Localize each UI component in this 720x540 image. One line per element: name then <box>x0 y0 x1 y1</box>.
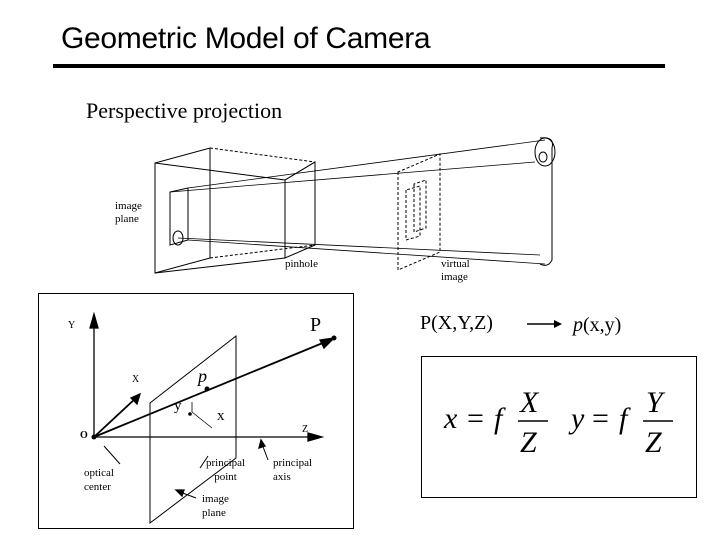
label-image-plane: image plane <box>202 493 229 519</box>
svg-text:X: X <box>520 386 539 419</box>
label-origin-O: O <box>80 430 88 441</box>
label-img-x: x <box>217 408 225 424</box>
svg-text:Z: Z <box>645 426 662 459</box>
pinhole-label: pinhole <box>285 258 318 270</box>
label-axis-X: X <box>132 374 140 385</box>
svg-text:=: = <box>592 402 609 435</box>
label-img-y: y <box>174 398 182 414</box>
label-point-p: p <box>198 366 207 386</box>
label-principal-axis: principal axis <box>273 457 313 483</box>
mapping-to-p: p <box>573 314 583 336</box>
svg-text:y: y <box>571 402 585 435</box>
slide-subtitle: Perspective projection <box>86 98 283 123</box>
svg-text:f: f <box>619 402 628 435</box>
svg-text:Y: Y <box>646 386 663 419</box>
label-point-P: P <box>310 314 322 336</box>
image-plane-label: image plane <box>115 200 142 225</box>
slide-title: Geometric Model of Camera <box>61 22 431 55</box>
label-axis-Z: Z <box>302 424 309 435</box>
mapping-from: P(X,Y,Z) <box>420 312 493 334</box>
label-principal-point: principal point <box>206 457 246 483</box>
svg-text:=: = <box>467 402 484 435</box>
virtual-image-label: virtual image <box>441 258 470 283</box>
svg-text:Z: Z <box>520 426 537 459</box>
mapping-to-rest: (x,y) <box>583 314 622 336</box>
svg-text:f: f <box>494 402 503 435</box>
svg-text:x: x <box>444 402 458 435</box>
label-optical-center: optical center <box>84 467 114 493</box>
label-axis-Y: Y <box>68 320 76 331</box>
